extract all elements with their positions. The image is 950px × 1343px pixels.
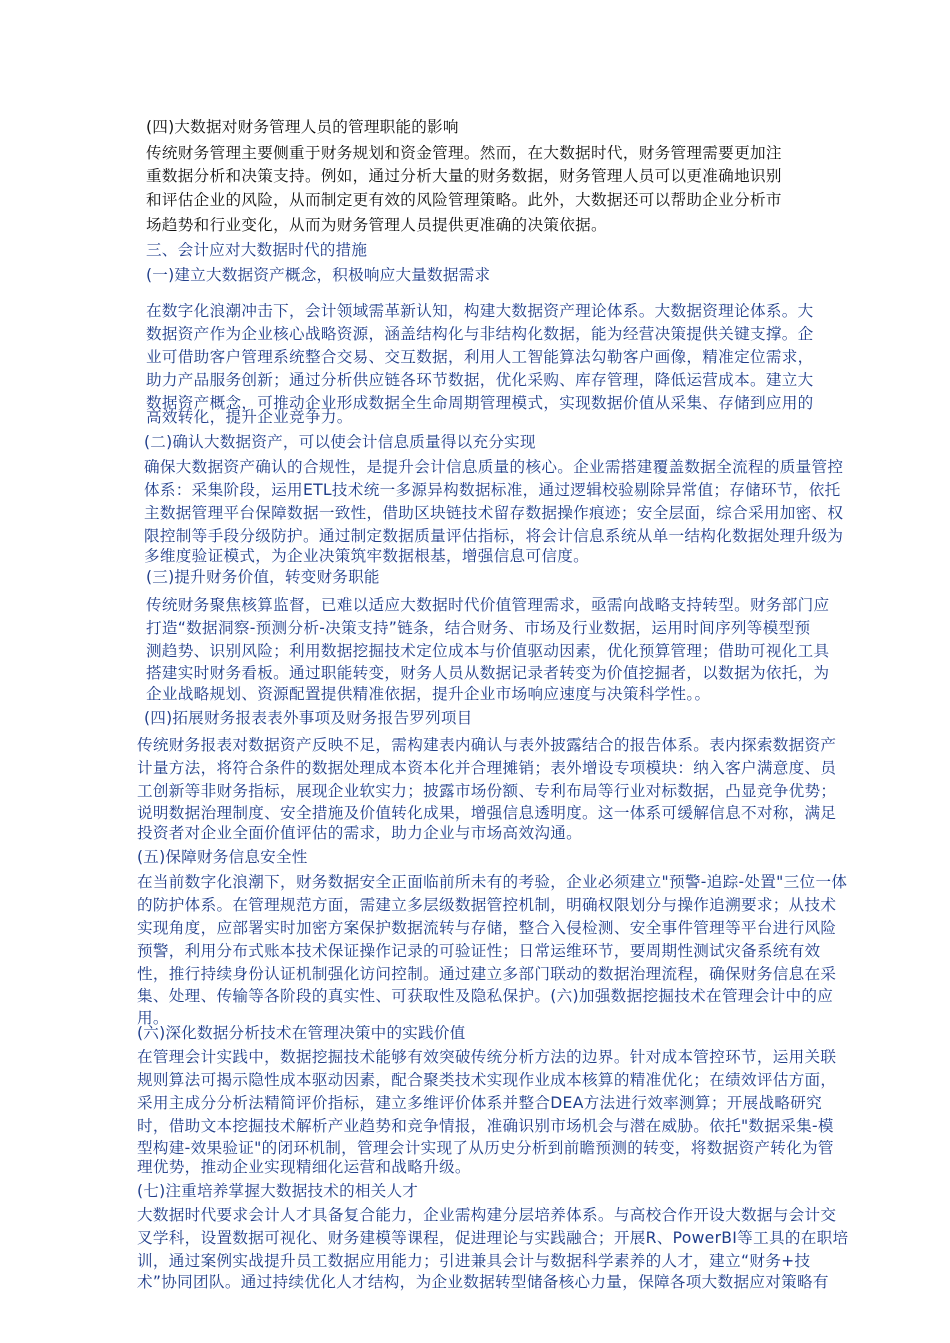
paragraph-line: 在管理会计实践中，数据挖掘技术能够有效突破传统分析方法的边界。针对成本管控环节，运用关联	[137, 1048, 837, 1066]
paragraph-line: 在当前数字化浪潮下，财务数据安全正面临前所未有的考验，企业必须建立"预警-追踪-处置"三位一体	[137, 873, 848, 891]
paragraph-line: 工创新等非财务指标，展现企业软实力；披露市场份额、专利布局等行业对标数据，凸显竞争优势；	[137, 782, 837, 800]
paragraph-line: 时，借助文本挖掘技术解析产业趋势和竞争情报，准确识别市场机会与潜在威胁。依托"数据采集-模	[137, 1117, 834, 1135]
section-heading: (五)保障财务信息安全性	[137, 848, 308, 866]
paragraph-line: 计量方法，将符合条件的数据处理成本资本化并合理摊销；表外增设专项模块：纳入客户满意度、员	[137, 759, 837, 777]
paragraph-line: 重数据分析和决策支持。例如，通过分析大量的财务数据，财务管理人员可以更准确地识别	[146, 167, 782, 185]
paragraph-line: 训，通过案例实战提升员工数据应用能力；引进兼具会计与数据科学素养的人才，建立“财务+技	[137, 1252, 811, 1270]
paragraph-line: 在数字化浪潮冲击下，会计领域需革新认知，构建大数据资产理论体系。大数据资理论体系。大	[146, 302, 814, 320]
paragraph-line: 性，推行持续身份认证机制强化访问控制。通过建立多部门联动的数据治理流程，确保财务信息在采	[137, 965, 837, 983]
paragraph-line: 打造“数据洞察-预测分析-决策支持”链条，结合财务、市场及行业数据，运用时间序列等模型预	[146, 619, 811, 637]
paragraph-line: 传统财务聚焦核算监督，已难以适应大数据时代价值管理需求，亟需向战略支持转型。财务部门应	[146, 596, 830, 614]
paragraph-line: 说明数据治理制度、安全措施及价值转化成果，增强信息透明度。这一体系可缓解信息不对称，满足	[137, 804, 837, 822]
paragraph-line: 实现角度，应部署实时加密方案保护数据流转与存储，整合入侵检测、安全事件管理等平台进行风险	[137, 919, 837, 937]
paragraph-line: 传统财务报表对数据资产反映不足，需构建表内确认与表外披露结合的报告体系。表内探索数据资产	[137, 736, 837, 754]
paragraph-line: 的防护体系。在管理规范方面，需建立多层级数据管控机制，明确权限划分与操作追溯要求；从技术	[137, 896, 837, 914]
paragraph-line: 主数据管理平台保障数据一致性，借助区块链技术留存数据操作痕迹；安全层面，综合采用加密、权	[144, 504, 844, 522]
chapter-heading: 三、会计应对大数据时代的措施	[146, 241, 368, 259]
paragraph-line: 企业战略规划、资源配置提供精准依据，提升企业市场响应速度与决策科学性。。	[146, 685, 711, 703]
paragraph-line: 术”协同团队。通过持续优化人才结构，为企业数据转型储备核心力量，保障各项大数据应对策略有	[137, 1273, 829, 1291]
paragraph-line: 规则算法可揭示隐性成本驱动因素，配合聚类技术实现作业成本核算的精准优化；在绩效评估方面，	[137, 1071, 837, 1089]
paragraph-line: 和评估企业的风险，从而制定更有效的风险管理策略。此外，大数据还可以帮助企业分析市	[146, 191, 782, 209]
section-heading: (七)注重培养掌握大数据技术的相关人才	[137, 1182, 419, 1200]
paragraph-line: 用。	[137, 1009, 169, 1027]
paragraph-line: 叉学科，设置数据可视化、财务建模等课程，促进理论与实践融合；开展R、PowerBI等工具的在职培	[137, 1229, 849, 1247]
paragraph-line: 传统财务管理主要侧重于财务规划和资金管理。然而，在大数据时代，财务管理需要更加注	[146, 144, 782, 162]
paragraph-line: 测趋势、识别风险；利用数据挖掘技术定位成本与价值驱动因素，优化预算管理；借助可视化工具	[146, 642, 830, 660]
paragraph-line: 集、处理、传输等各阶段的真实性、可获取性及隐私保护。(六)加强数据挖掘技术在管理会计中的应	[137, 987, 834, 1005]
paragraph-line: 多维度验证模式，为企业决策筑牢数据根基，增强信息可信度。	[144, 547, 590, 565]
paragraph-line: 数据资产概念，可推动企业形成数据全生命周期管理模式，实现数据价值从采集、存储到应用的	[146, 394, 814, 412]
paragraph-line: 助力产品服务创新；通过分析供应链各环节数据，优化采购、库存管理，降低运营成本。建立大	[146, 371, 814, 389]
paragraph-line: 限控制等手段分级防护。通过制定数据质量评估指标，将会计信息系统从单一结构化数据处理升级为	[144, 527, 844, 545]
section-heading: (四)拓展财务报表表外事项及财务报告罗列项目	[144, 709, 473, 727]
paragraph-line: 投资者对企业全面价值评估的需求，助力企业与市场高效沟通。	[137, 824, 583, 842]
paragraph-line: 体系：采集阶段，运用ETL技术统一多源异构数据标准，通过逻辑校验剔除异常值；存储环节，依托	[144, 481, 841, 499]
paragraph-line: 采用主成分分析法精简评价指标，建立多维评价体系并整合DEA方法进行效率测算；开展战略研究	[137, 1094, 823, 1112]
paragraph-line: 高效转化，提升企业竞争力。	[146, 408, 353, 426]
paragraph-line: 确保大数据资产确认的合规性，是提升会计信息质量的核心。企业需搭建覆盖数据全流程的质量管控	[144, 458, 844, 476]
paragraph-line: 大数据时代要求会计人才具备复合能力，企业需构建分层培养体系。与高校合作开设大数据与会计交	[137, 1206, 837, 1224]
paragraph-line: 场趋势和行业变化，从而为财务管理人员提供更准确的决策依据。	[146, 216, 607, 234]
paragraph-line: 数据资产作为企业核心战略资源，涵盖结构化与非结构化数据，能为经营决策提供关键支撑。企	[146, 325, 814, 343]
section-heading: (二)确认大数据资产，可以使会计信息质量得以充分实现	[144, 433, 536, 451]
paragraph-line: 型构建-效果验证"的闭环机制，管理会计实现了从历史分析到前瞻预测的转变，将数据资产转化为管	[137, 1139, 834, 1157]
section-heading: (三)提升财务价值，转变财务职能	[146, 568, 380, 586]
section-heading: (六)深化数据分析技术在管理决策中的实践价值	[137, 1024, 466, 1042]
paragraph-line: 业可借助客户管理系统整合交易、交互数据，利用人工智能算法勾勒客户画像，精准定位需求，	[146, 348, 814, 366]
paragraph-line: 搭建实时财务看板。通过职能转变，财务人员从数据记录者转变为价值挖掘者，以数据为依托，为	[146, 664, 830, 682]
paragraph-line: 预警，利用分布式账本技术保证操作记录的可验证性；日常运维环节，要周期性测试灾备系统有效	[137, 942, 821, 960]
section-heading: (四)大数据对财务管理人员的管理职能的影响	[146, 118, 459, 136]
section-heading: (一)建立大数据资产概念，积极响应大量数据需求	[146, 266, 491, 284]
paragraph-line: 理优势，推动企业实现精细化运营和战略升级。	[137, 1158, 471, 1176]
